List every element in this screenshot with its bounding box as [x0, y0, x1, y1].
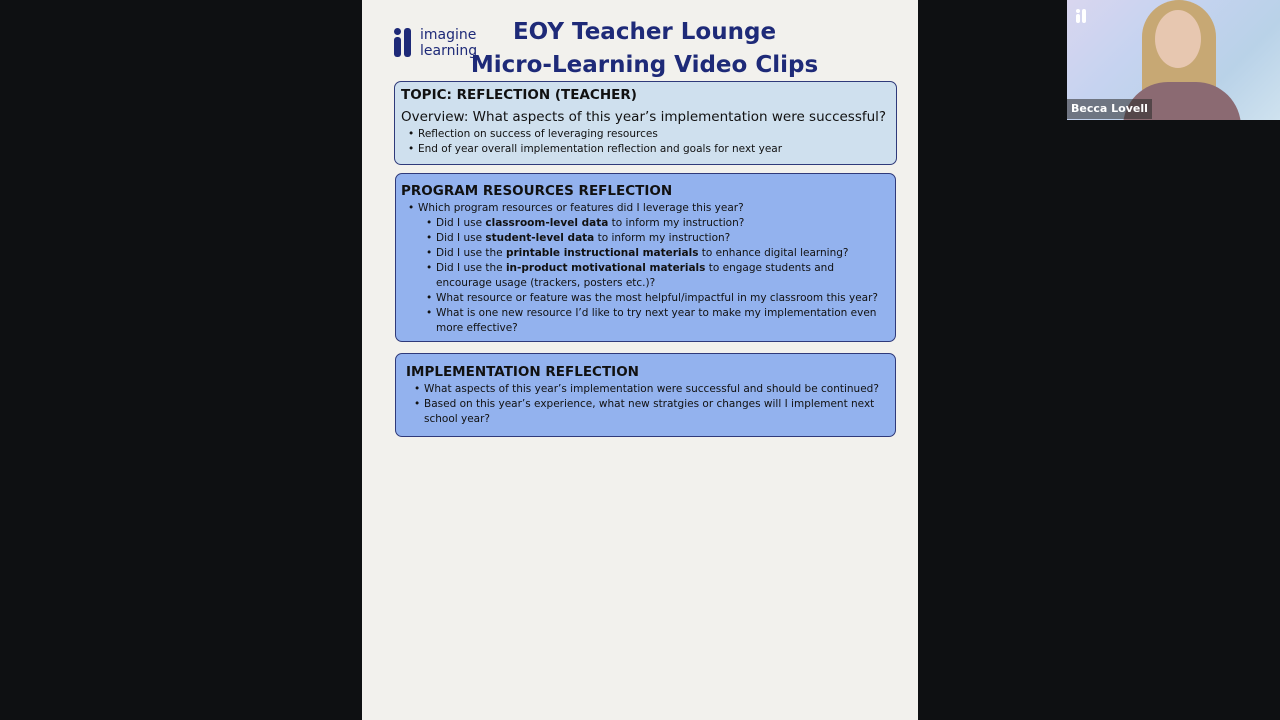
slide-title-line1: EOY Teacher Lounge — [512, 19, 777, 45]
program-question: Which program resources or features did I leverage this year? — [418, 202, 744, 214]
program-question-list — [401, 201, 890, 336]
list-item: • Did I use student-level data to inform my instruction? — [436, 231, 890, 246]
implementation-box — [395, 353, 896, 437]
logo-text-line2: learning — [420, 43, 478, 59]
slide-title — [462, 16, 827, 82]
participant-face — [1155, 10, 1201, 68]
program-sub-list — [418, 216, 890, 336]
topic-box — [394, 81, 897, 165]
list-item: • End of year overall implementation reflection and goals for next year — [418, 142, 890, 157]
list-item: • What resource or feature was the most helpful/impactful in my classroom this year? — [436, 291, 890, 306]
implementation-list — [406, 382, 885, 427]
list-item — [418, 201, 890, 336]
topic-bullet-list — [401, 127, 890, 157]
logo-text-line1: imagine — [420, 27, 477, 43]
implementation-heading: IMPLEMENTATION REFLECTION — [406, 364, 639, 380]
topic-overview: Overview: What aspects of this year’s implementation were successful? — [401, 109, 887, 125]
participant-video-tile[interactable] — [1067, 0, 1280, 120]
slide-title-line2: Micro-Learning Video Clips — [470, 52, 819, 78]
participant-name-label: Becca Lovell — [1067, 99, 1152, 119]
program-heading: PROGRAM RESOURCES REFLECTION — [401, 183, 673, 199]
list-item: • Reflection on success of leveraging resources — [418, 127, 890, 142]
list-item: • Did I use the printable instructional materials to enhance digital learning? — [436, 246, 890, 261]
shared-slide — [362, 0, 918, 720]
list-item: • Based on this year’s experience, what new stratgies or changes will I implement next school year? — [424, 397, 885, 427]
topic-heading: TOPIC: REFLECTION (TEACHER) — [401, 87, 637, 103]
list-item: • What is one new resource I’d like to try next year to make my implementation even more effective? — [436, 306, 890, 336]
list-item: • Did I use the in-product motivational materials to engage students and encourage usage (trackers, posters etc.)? — [436, 261, 890, 291]
list-item: • What aspects of this year’s implementation were successful and should be continued? — [424, 382, 885, 397]
imagine-learning-logo-icon — [394, 28, 414, 58]
program-resources-box — [395, 173, 896, 342]
imagine-learning-watermark-icon — [1076, 9, 1088, 23]
list-item: • Did I use classroom-level data to inform my instruction? — [436, 216, 890, 231]
